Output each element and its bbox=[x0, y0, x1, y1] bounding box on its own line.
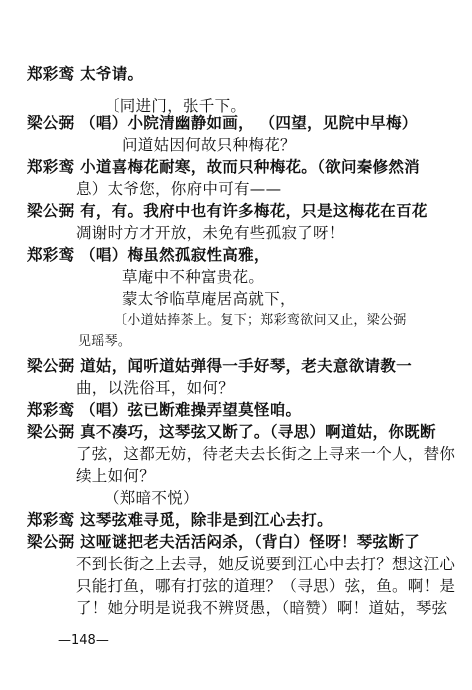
text-line: 梁公弼 有，有。我府中也有许多梅花，只是这梅花在百花 bbox=[27, 202, 428, 220]
text-line: 郑彩鸾 太爷请。 bbox=[27, 65, 144, 83]
text-line: 曲，以洗俗耳，如何？ bbox=[76, 379, 235, 397]
text-line: 郑彩鸾 （唱）弦已断难操弄望莫怪咱。 bbox=[27, 401, 302, 419]
text-line: 了！她分明是说我不辨贤愚，（暗赞）啊！道姑，琴弦 bbox=[76, 599, 448, 617]
text-line: 了弦，这都无妨，待老夫去长街之上寻来一个人，替你 bbox=[76, 445, 456, 463]
text-line: 梁公弼 道姑，闻听道姑弹得一手好琴，老夫意欲请教一 bbox=[27, 357, 412, 375]
text-line: 梁公弼 （唱）小院清幽静如画， （四望，见院中早梅） bbox=[27, 114, 418, 132]
text-line: 郑彩鸾 小道喜梅花耐寒，故而只种梅花。（欲问秦修然消 bbox=[27, 158, 420, 176]
text-line: 息）太爷您，你府中可有—— bbox=[76, 180, 282, 198]
text-line: 梁公弼 这哑谜把老夫活活闷杀，（背白）怪呀！琴弦断了 bbox=[27, 533, 420, 551]
text-line: 郑彩鸾 这琴弦难寻觅，除非是到江心去打。 bbox=[27, 511, 333, 529]
text-line: 续上如何？ bbox=[76, 467, 156, 485]
text-line: 〔小道姑捧茶上。复下；郑彩鸾欲问又止，梁公弼 bbox=[114, 313, 407, 328]
text-line: 见瑶琴。 bbox=[78, 334, 132, 349]
text-line: 只能打鱼，哪有打弦的道理？（寻思）弦，鱼。啊！是 bbox=[76, 577, 456, 595]
text-line: 草庵中不种富贵花。 bbox=[122, 268, 265, 286]
text-line: 凋谢时方才开放，未免有些孤寂了呀！ bbox=[76, 224, 345, 242]
text-line: 郑彩鸾 （唱）梅虽然孤寂性高雅， bbox=[27, 246, 270, 264]
text-line: （郑暗不悦） bbox=[104, 489, 199, 507]
text-line: 〔同进门，张千下。 bbox=[104, 97, 247, 115]
text-line: 蒙太爷临草庵居高就下， bbox=[122, 290, 296, 308]
text-line: 不到长街之上去寻，她反说要到江心中去打？想这江心 bbox=[76, 555, 456, 573]
text-line: 问道姑因何故只种梅花？ bbox=[122, 136, 296, 154]
page-number: —148— bbox=[58, 633, 109, 648]
text-line: 梁公弼 真不凑巧，这琴弦又断了。（寻思）啊道姑，你既断 bbox=[27, 423, 436, 441]
